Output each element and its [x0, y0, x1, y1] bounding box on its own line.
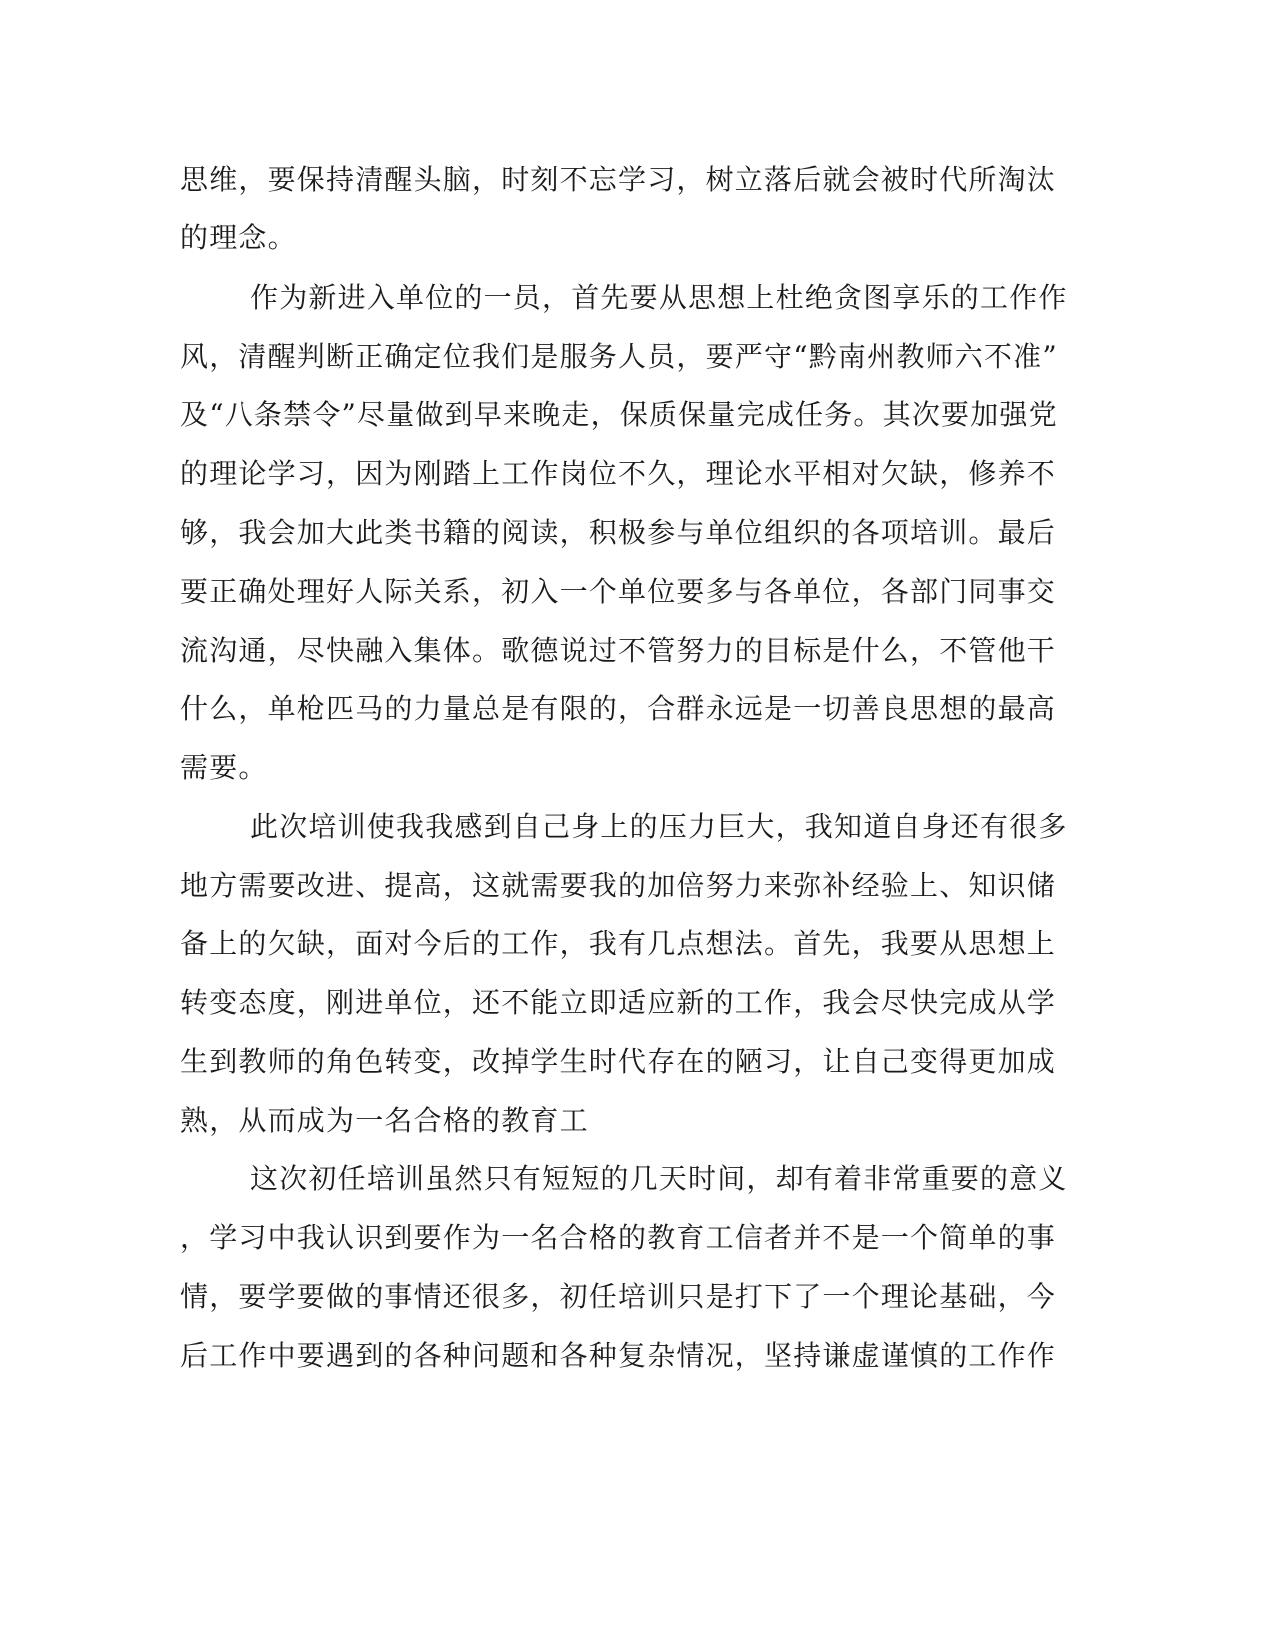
text-line: 生到教师的角色转变，改掉学生时代存在的陋习，让自己变得更加成 [180, 1045, 1057, 1078]
text-line: 的理念。 [180, 221, 297, 254]
text-line: 需要。 [180, 751, 268, 784]
text-line: 的理论学习，因为刚踏上工作岗位不久，理论水平相对欠缺，修养不 [180, 457, 1057, 490]
text-line: 及“八条禁令”尽量做到早来晚走，保质保量完成任务。其次要加强党 [180, 398, 1058, 431]
text-line: 思维，要保持清醒头脑，时刻不忘学习，树立落后就会被时代所淘汰 [180, 163, 1057, 196]
text-line: 转变态度，刚进单位，还不能立即适应新的工作，我会尽快完成从学 [180, 986, 1057, 1019]
text-line: 什么，单枪匹马的力量总是有限的，合群永远是一切善良思想的最高 [180, 692, 1057, 725]
paragraph-first-line: 作为新进入单位的一员，首先要从思想上杜绝贪图享乐的工作作 [250, 281, 1068, 314]
text-line: 后工作中要遇到的各种问题和各种复杂情况，坚持谦虚谨慎的工作作 [180, 1339, 1057, 1372]
text-line: ，学习中我认识到要作为一名合格的教育工信者并不是一个简单的事 [180, 1221, 1057, 1254]
text-line: 熟，从而成为一名合格的教育工 [180, 1104, 589, 1137]
text-line: 风，清醒判断正确定位我们是服务人员，要严守“黔南州教师六不准” [180, 340, 1058, 373]
text-line: 备上的欠缺，面对今后的工作，我有几点想法。首先，我要从思想上 [180, 927, 1057, 960]
text-line: 要正确处理好人际关系，初入一个单位要多与各单位，各部门同事交 [180, 575, 1057, 608]
paragraph-first-line: 这次初任培训虽然只有短短的几天时间，却有着非常重要的意义 [250, 1162, 1068, 1195]
text-line: 够，我会加大此类书籍的阅读，积极参与单位组织的各项培训。最后 [180, 516, 1057, 549]
text-line: 地方需要改进、提高，这就需要我的加倍努力来弥补经验上、知识储 [180, 869, 1057, 902]
paragraph-first-line: 此次培训使我我感到自己身上的压力巨大，我知道自身还有很多 [250, 810, 1068, 843]
text-line: 流沟通，尽快融入集体。歌德说过不管努力的目标是什么，不管他干 [180, 634, 1057, 667]
text-line: 情，要学要做的事情还很多，初任培训只是打下了一个理论基础，今 [180, 1280, 1057, 1313]
